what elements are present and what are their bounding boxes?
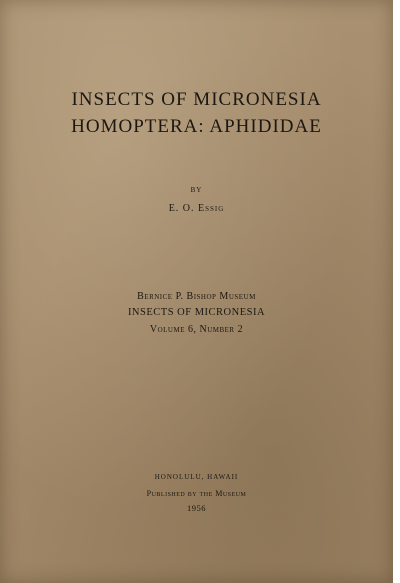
series-name: INSECTS OF MICRONESIA — [127, 307, 266, 318]
title-line-2: HOMOPTERA: APHIDIDAE — [71, 116, 322, 137]
author-name: E. O. Essig — [168, 203, 225, 214]
museum-name: Bernice P. Bishop Museum — [137, 291, 256, 302]
volume-number: Volume 6, Number 2 — [149, 324, 244, 335]
title-line-1: INSECTS OF MICRONESIA — [71, 89, 322, 110]
publisher-line: Published by the Museum — [146, 489, 247, 498]
by-label: BY — [190, 186, 203, 194]
page-margin — [393, 0, 400, 583]
publication-year: 1956 — [187, 503, 206, 513]
publication-place: HONOLULU, HAWAII — [154, 473, 239, 481]
